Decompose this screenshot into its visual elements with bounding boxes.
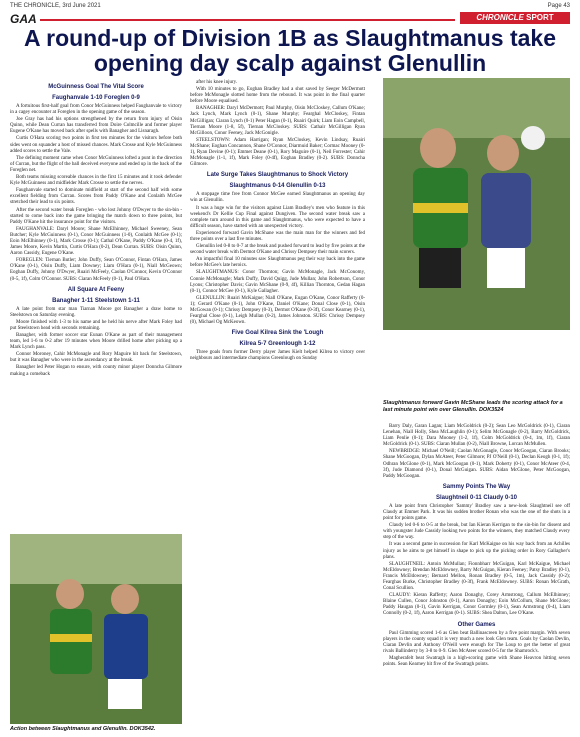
paragraph: NEWBRIDGE: Michael O'Neill; Caolan McGonagle, Conor McGoogan, Ciaran Brooks; Shane McGoogan, Dylan McAteer, Peter Gilmore; PJ O'Neill (0-1), Declan Keogh (0-1, 1f); Odhran McGlone (0-1), Mark McGoogan (0-1), Mark Doherty (0-1), Conor McAteer (0-4, 3f), Jude Diamond (0-1), Donal McGuigan. SUBS: Aidan McGlone, Peter McGoogan, Paddy McGoogan. [383, 449, 570, 479]
paragraph: Glenullin led 0-8 to 0-7 at the break and pushed forward to lead by five points at the second water break with Dermot O'Kane and Chrissy Dempsey their main scorers. [190, 244, 365, 256]
paragraph: Barry Daly, Garan Lagan; Liam McGoldrick (0-2); Sean Leo McGoldrick (0-1), Ciaran Lenehan, Niall Holly, Shea McLaughlin (0-1); Selim McGonagle (0-2), Barry McGoldrick, Liam Penlie (0-1); Dara Mooney (1-2, 1f), Colm McGoldrick (0-4, 1m, 1f), Ciaran McGoldrick (0-1). SUBS: Ciaran Mullan (0-2), Niall Browne, Lorcan McMullen. [383, 424, 570, 448]
paragraph: A late point from star man Tiarnan Moore got Banagher a draw home to Steelstown on Saturday evening. [10, 306, 182, 318]
paragraph: An impactful final 10 minutes saw Slaughtmanus peg their way back into the game before McGee's late heroics. [190, 257, 365, 269]
paragraph: SLAUGHTNEIL: Antoin McMullan; Fionnbharr McGuigan, Karl McKaigue, Michael McEldowney; Brendan McEldowney, Barry McGuigan, Kieran Feeney; Patsy Bradley (0-1), Francis McEldowney; Bernard Mellon, Ronan Bradley (0-5, 1m), Jack Cassidy (0-2); Fearghas Burke, Christopher Bradley (0-3f), Frank McEldowney. SUBS: Ronan McGrath, Conal Scullion. [383, 561, 570, 592]
match-heading: Kilrea 5-7 Greenlough 1-12 [239, 341, 316, 348]
paragraph: Claudy led 0-6 to 0-5 at the break, but Ian Kieran Kerrigan to the sin-bin for dissent and with youngster Jude Cassidy looking two points for the winners, they matched Claudy every step of the way. [383, 523, 570, 541]
kicker: Sammy Points The Way [442, 483, 511, 490]
match-heading: Slaughtmanus 0-14 Glenullin 0-13 [229, 183, 326, 190]
section-gaa-label: GAA [10, 12, 37, 26]
match-heading: Slaughtneil 0-11 Claudy 0-10 [435, 494, 518, 501]
photo-action-bottom [10, 534, 182, 724]
page-header [0, 0, 580, 12]
paragraph: Experienced forward Gavin McShane was the main man for the winners and fed three points over a last five minutes. [190, 230, 365, 242]
match-heading: Banagher 1-11 Steelstown 1-11 [52, 297, 140, 304]
paragraph: Paul Gimming scored 1-6 as Glen beat Ballinascreen by a five point margin. With seven players in the county squad it is very much a new look Glen team. Goals by Caolan Devlin, Ciaran Devlin and Anthony O'Neill were enough for The Loup to get the better of great rivals Ballinderry by 3-8 to 0-9. Glen McAteer scored 0-5 for the Shamrock's. [383, 630, 570, 654]
paragraph: With 10 minutes to go, Eoghan Bradley had a shot saved by Seeger McDermott before McMonagle slotted home from the rebound. It was point in the final quarter before Moore equalised. [190, 87, 365, 105]
paragraph: FOREGLEN: Tiernan Butler; John Duffy, Sean O'Connor, Fintan O'Hara, James O'Kane (0-1), Oisin Duffy, Liam Downey; Liam O'Hara (0-1), Niall McGeown; Eoghan Duffy, Johnny O'Dwyer, Ruairi McFeely, Caolan O'Connor, Kevin O'Connor (0-5, 1f), Colm O'Connor. SUBS: Ciaran McFeely (0-1), Paul O'Hara. [10, 258, 182, 282]
brand-sport: SPORT [526, 13, 554, 22]
paragraph: BANAGHER: Daryl McDermott; Paul Murphy, Oisin McCloskey, Callum O'Kane; Jack Lynch, Mark Lynch (0-1), Shane Murphy; Fearghal McCloskey, Fintan McGilligan; Ciaran Lynch (0-1) Peter Hagan (0-1), Ruairi Quirk; Liam Eoin Campbell, Tiernan Moore (1-8, 5f), Tiernan McCloskey. SUBS: Cathair McGilligan Ryan McGilloon, Conor Feeney, Jack McGonigle. [190, 106, 365, 136]
paragraph: STEELSTOWN: Adam Harrigan; Ryan McCloskey, Kevin Lindsay, Ruairi McShane; Eoghan Concannon, Shane O'Connor, Diarmuid Baker; Cormac Mooney (0-1), Ryan Devine (0-1); Emmet Deane (0-1), Rory Maguire (0-1), Neil Forrester; Cahir McMonagle (1-1, 1f), Mark Foley (0-4f), Eoghan Bradley (0-2). SUBS: Donncha Gilmore. [190, 137, 365, 168]
kicker: Other Games [457, 621, 496, 628]
photo-gavin-mcshane [383, 78, 570, 330]
paragraph: Curtis O'Hara scoring two points in first ten minutes for the visitors before both sides went on squander a host of missed chances. Mark Crosse and Kyle McGuinness added scores to settle the Vale. [10, 136, 182, 154]
action-photo-illustration [10, 534, 182, 724]
photo-caption-right: Slaughtmanus forward Gavin McShane leads the scoring attack for a last minute point win over Glenullin. DOK3524 [383, 400, 563, 413]
paragraph: After the second water break Foreglen - who lost Johnny O'Dwyer to the sin-bin - started to come back into the game bringing the match down to three points, but Paddy O'Kane hit the insurance point for the visitors. [10, 207, 182, 225]
paragraph: Both teams missing scoreable chances in the first 15 minutes and it took defender Kyle McGuinness and midfielder Mark Crosse to settle the nerves. [10, 175, 182, 187]
match-heading: Faughanvale 1-10 Foreglen 0-9 [52, 95, 140, 101]
paragraph: A stoppage time free from Connor McGee earned Slaughtmanus an opening day win at Glenullin. [190, 192, 365, 204]
paragraph: Banagher led Peter Hogan to ensure, with county minor player Donncha Gilmore making a comeback [10, 365, 182, 377]
paragraph: CLAUDY: Kieran Rafferty; Aaron Donaghy, Corey Armstrong, Callum McElhinney; Blaine Cullen, Conor Johnston (0-1), Aaron Donaghy; Eoin McCollum, Shane McGlone; Paddy Haugan (0-1), Gavin Kerrigan, Conor Gormley (0-1), Sean Armstrong (0-4), Liam Connolly (0-2, 1f), Aaron Kerrigan (0-1). SUBS: Shea Dalton, Lee O'Kane. [383, 593, 570, 617]
paragraph: Connor Moroney, Cahir McMonagle and Rory Maguire hit back for Steelstown, but it was Banagher who were in the ascendancy at the break. [10, 352, 182, 364]
paragraph: Three goals from former Derry player James Kielt helped Kilrea to victory over neighbours and intermediate champions Greenlough on Sunday [190, 350, 365, 362]
kicker: Late Surge Takes Slaughtmanus to Shock Victory [206, 172, 349, 179]
paragraph: FAUGHANVALE: Daryl Moore; Shane McElhinney, Michael Sweeney, Sean Butcher; Kyle McGuinness (0-1), Conor McGuinness (1-0), Conlaith McGee (0-1); Eoin McElhinney (0-1), Mark Crosse (0-1); Cathal O'Kane, Paddy O'Kane (0-4, 1f), James Moore, Kevin Martin, Curtis O'Hara (0-2), Dean Curran. SUBS: Oisin Quinn, Aaron Cassidy, Eugene O'Kane. [10, 226, 182, 257]
publication-line: THE CHRONICLE, 3rd June 2021 [10, 3, 101, 9]
paragraph: Moore finished with 1-3 to his name and he held his nerve after Mark Foley had put Steelstown head with seconds remaining. [10, 319, 182, 331]
paragraph: GLENULLIN: Ruairi McKaigue; Niall O'Kane, Eugan O'Kane, Conor Rafferty (0-1); Gerard O'Kane (0-1), John O'Kane, Daniel O'Kane; Donal Close (0-1), Oisin McGowan (0-1); Chrissy Dempsey (0-3), Dermot O'Kane (0-3f), Conor Kearney (0-1), Fearghal Close (0-1), Leigh Mullan (0-2), James Johnston. SUBS: Chrissy Dempsey (0), Michael Og McKeown. [190, 295, 365, 326]
kicker: McGuinness Goal The Vital Score [48, 84, 144, 90]
paragraph: The defining moment came when Conor McGuinness lofted a punt in the direction of Curran, but the flight of the ball deceived everyone and ended up in the back of the Foreglen net. [10, 155, 182, 173]
page-headline: A round-up of Division 1B as Slaughtmanus take opening day scalp against Glenullin [23, 25, 557, 76]
paragraph: A fortuitous first-half goal from Conor McGuinness helped Faughanvale to victory in a cagey encounter at Foreglen in the opening game of the season. [10, 104, 182, 116]
column-2 [190, 80, 365, 363]
header-divider [40, 19, 455, 21]
photo-caption-bottom: Action between Slaughtmanus and Glenullin. DOK3542. [10, 726, 156, 732]
paragraph: Banagher, with former soccer star Eunan O'Kane as part of their management team, led 1-6 to 0-2 after 19 minutes when Moore drilled home after picking up a Mark Lynch pass. [10, 333, 182, 351]
section-sport-banner [460, 12, 570, 24]
column-1 [10, 80, 182, 379]
player-photo-illustration [383, 78, 570, 330]
paragraph: Magherafelt beat Swatragh in a high-scoring game with Shane Heavron hitting seven points. Sean Kearney hit five of the Swatragh points. [383, 655, 570, 667]
column-3 [383, 424, 570, 669]
kicker: All Square At Feeny [67, 286, 125, 293]
brand-chronicle: CHRONICLE [476, 13, 524, 22]
page-number: Page 43 [547, 3, 570, 9]
paragraph: Joe Gray has had his options strengthened by the return from injury of Oisin Quinn, while Dean Curran has transferred from Doire Colmcille and former player Eugene O'Kane has moved back after spells with Banagher and Lisnaragh. [10, 117, 182, 135]
paragraph: It was a second game in succession for Karl McKaigue on his way back from an Achilles injury as he aims to get himself in shape to pick up the picking order in Rory Gallagher's plans. [383, 542, 570, 560]
paragraph: It was a huge win for the visitors against Liam Bradley's men who feature in this weekend's Dr Kellie Cup Final against Dungiven. The second water break saw a complete turn around in this game and Slaughtmanus, who were expected to have a difficult season, have started with an unexpected victory. [190, 205, 365, 229]
paragraph: Faughanvale started to dominate midfield at start of the second half with some excellent fielding from Curran. Scores from Paddy O'Kane and Conlaith McGee stretched their lead to six points. [10, 188, 182, 206]
paragraph: A late point from Christopher 'Sammy' Bradley saw a new-look Slaughtneil see off Claudy at Emmet Park. It was his sudden brother Ronan who was the one of the shots in a point for points game. [383, 503, 570, 522]
paragraph: after his knee injury. [196, 80, 238, 85]
paragraph: SLAUGHTMANUS: Conor Thornton; Gavin McMonagle, Jack McConomy, Connie McMonagle; Mark Duffy, David Quigg, Jude Mullan; John Robertson, Conor Lyons; Christopher Davis; Gavin McShane (0-9, 4f), Killian Thornton, Gedan Hagan (0-1), Connor McGee (0-1), Kyle Gallagher. [190, 270, 365, 294]
kicker: Five Goal Kilrea Sink the 'Lough [231, 330, 324, 337]
